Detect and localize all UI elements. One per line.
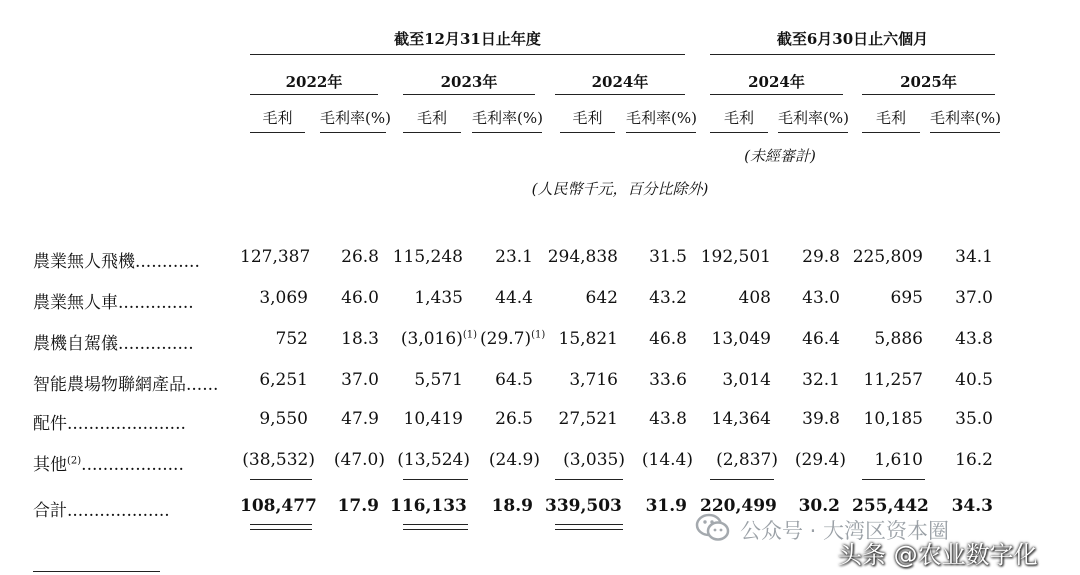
col-header-gross-margin: 毛利率(%) xyxy=(626,109,697,127)
table-cell: (29.4) xyxy=(794,450,846,470)
table-cell: $(29.7)^{(1)}$ xyxy=(480,329,546,349)
table-cell: 3,014 xyxy=(722,370,771,390)
table-cell: 13,049 xyxy=(711,329,771,349)
table-cell: 15,821 xyxy=(558,329,618,349)
table-cell: 18.3 xyxy=(341,329,379,349)
subtotal-rule xyxy=(403,479,468,480)
table-cell: 39.8 xyxy=(802,409,840,429)
table-cell: 752 xyxy=(275,329,308,349)
table-cell: 26.5 xyxy=(495,409,533,429)
row-label-agri-ugv: 農業無人車.............. xyxy=(33,293,194,313)
watermark-wechat: 公众号 · 大湾区资本圈 xyxy=(740,519,950,543)
table-cell: 3,716 xyxy=(569,370,618,390)
table-cell: 294,838 xyxy=(547,247,618,267)
total-cell: 18.9 xyxy=(491,496,533,516)
row-label-total: 合計................... xyxy=(33,501,170,521)
row-label-accessories: 配件...................... xyxy=(33,414,186,434)
col-underline xyxy=(862,132,920,133)
group2-underline xyxy=(710,54,995,55)
table-cell: 408 xyxy=(738,288,771,308)
col-underline xyxy=(778,132,848,133)
group-title-fiscal-year: 截至12月31日止年度 xyxy=(394,30,541,48)
table-cell: 9,550 xyxy=(259,409,308,429)
table-cell: 14,364 xyxy=(711,409,771,429)
footnote-separator xyxy=(33,571,160,572)
table-cell: 3,069 xyxy=(259,288,308,308)
table-cell: 31.5 xyxy=(649,247,687,267)
col-underline xyxy=(930,132,1000,133)
table-cell: 64.5 xyxy=(495,370,533,390)
table-cell: 642 xyxy=(585,288,618,308)
table-cell: 26.8 xyxy=(341,247,379,267)
table-cell: 225,809 xyxy=(852,247,923,267)
table-cell: 192,501 xyxy=(700,247,771,267)
year-header-2024: 2024年 xyxy=(591,73,649,91)
subtotal-rule xyxy=(862,479,925,480)
col-header-gross-margin: 毛利率(%) xyxy=(930,109,1001,127)
total-cell: 17.9 xyxy=(337,496,379,516)
table-cell: 43.2 xyxy=(649,288,687,308)
table-cell: 1,435 xyxy=(414,288,463,308)
year-underline xyxy=(862,94,995,95)
year-underline xyxy=(250,94,378,95)
total-cell: 220,499 xyxy=(700,496,777,516)
subtotal-rule xyxy=(250,479,312,480)
table-cell: 37.0 xyxy=(955,288,993,308)
total-double-rule xyxy=(250,524,312,525)
watermark-toutiao: 头条 @农业数字化 xyxy=(838,541,1038,569)
year-header-2024-h1: 2024年 xyxy=(748,73,805,91)
table-cell: 11,257 xyxy=(863,370,923,390)
table-cell: (14.4) xyxy=(641,450,693,470)
year-underline xyxy=(403,94,535,95)
col-underline xyxy=(472,132,542,133)
total-double-rule xyxy=(555,529,623,530)
group-title-six-months: 截至6月30日止六個月 xyxy=(776,30,929,48)
year-underline xyxy=(710,94,843,95)
table-cell: 35.0 xyxy=(955,409,993,429)
year-underline xyxy=(555,94,685,95)
total-double-rule xyxy=(403,529,468,530)
wechat-icon xyxy=(695,512,731,544)
table-cell: 27,521 xyxy=(558,409,618,429)
year-header-2025-h1: 2025年 xyxy=(900,73,957,91)
col-header-gross-profit: 毛利 xyxy=(875,109,906,127)
year-header-2023: 2023年 xyxy=(440,73,498,91)
total-cell: 255,442 xyxy=(852,496,929,516)
table-cell: 33.6 xyxy=(649,370,687,390)
col-header-gross-margin: 毛利率(%) xyxy=(778,109,849,127)
col-underline xyxy=(626,132,696,133)
col-header-gross-margin: 毛利率(%) xyxy=(472,109,543,127)
table-cell: 37.0 xyxy=(341,370,379,390)
col-header-gross-profit: 毛利 xyxy=(572,109,603,127)
table-cell: 40.5 xyxy=(955,370,993,390)
table-cell: 44.4 xyxy=(495,288,533,308)
col-underline xyxy=(710,132,768,133)
total-cell: 31.9 xyxy=(645,496,687,516)
col-underline xyxy=(250,132,305,133)
footnote-mark: (1) xyxy=(462,329,477,341)
table-cell: 5,886 xyxy=(874,329,923,349)
row-label-agri-drone: 農業無人飛機............ xyxy=(33,252,200,272)
table-cell: 47.9 xyxy=(341,409,379,429)
total-cell: 34.3 xyxy=(951,496,993,516)
table-cell: 127,387 xyxy=(240,247,311,267)
total-double-rule xyxy=(250,529,312,530)
table-cell: 43.0 xyxy=(802,288,840,308)
row-label-iot: 智能農場物聯網產品...... xyxy=(33,375,219,395)
table-cell: 23.1 xyxy=(495,247,533,267)
table-cell: 46.0 xyxy=(341,288,379,308)
footnote-mark: (1) xyxy=(531,329,546,341)
total-cell: 108,477 xyxy=(240,496,317,516)
col-header-gross-profit: 毛利 xyxy=(723,109,754,127)
col-underline xyxy=(320,132,386,133)
table-cell: 29.8 xyxy=(802,247,840,267)
col-underline xyxy=(403,132,461,133)
group1-underline xyxy=(250,54,685,55)
table-cell: 16.2 xyxy=(955,450,993,470)
table-cell: (24.9) xyxy=(488,450,540,470)
table-cell: 43.8 xyxy=(955,329,993,349)
total-double-rule xyxy=(555,524,623,525)
table-cell: 695 xyxy=(890,288,923,308)
row-label-autosteer: 農機自駕儀.............. xyxy=(33,334,194,354)
total-double-rule xyxy=(403,524,468,525)
total-cell: 339,503 xyxy=(545,496,622,516)
col-header-gross-profit: 毛利 xyxy=(262,109,293,127)
table-cell: 10,419 xyxy=(403,409,463,429)
table-cell: $(3,016)^{(1)}$ xyxy=(400,329,477,349)
unaudited-note: (未經審計) xyxy=(744,147,816,165)
table-cell: 115,248 xyxy=(392,247,463,267)
table-cell: 1,610 xyxy=(874,450,923,470)
total-cell: 116,133 xyxy=(390,496,467,516)
table-cell: (2,837) xyxy=(716,450,778,470)
table-cell: (47.0) xyxy=(333,450,385,470)
year-header-2022: 2022年 xyxy=(285,73,343,91)
subtotal-rule xyxy=(555,479,623,480)
footnote-mark: (2) xyxy=(67,455,82,467)
table-cell: 43.8 xyxy=(649,409,687,429)
table-cell: 6,251 xyxy=(259,370,308,390)
table-cell: 10,185 xyxy=(863,409,923,429)
table-cell: (38,532) xyxy=(242,450,315,470)
col-underline xyxy=(560,132,615,133)
subtotal-rule xyxy=(710,479,774,480)
table-cell: 34.1 xyxy=(955,247,993,267)
col-header-gross-margin: 毛利率(%) xyxy=(320,109,391,127)
table-cell: 32.1 xyxy=(802,370,840,390)
total-cell: 30.2 xyxy=(798,496,840,516)
table-cell: (3,035) xyxy=(563,450,625,470)
table-cell: 46.4 xyxy=(802,329,840,349)
col-header-gross-profit: 毛利 xyxy=(416,109,447,127)
table-cell: 46.8 xyxy=(649,329,687,349)
row-label-others: 其他$^{(2)}$................... xyxy=(33,455,184,475)
table-cell: 5,571 xyxy=(414,370,463,390)
unit-note: (人民幣千元，百分比除外) xyxy=(531,180,709,198)
table-cell: (13,524) xyxy=(397,450,470,470)
